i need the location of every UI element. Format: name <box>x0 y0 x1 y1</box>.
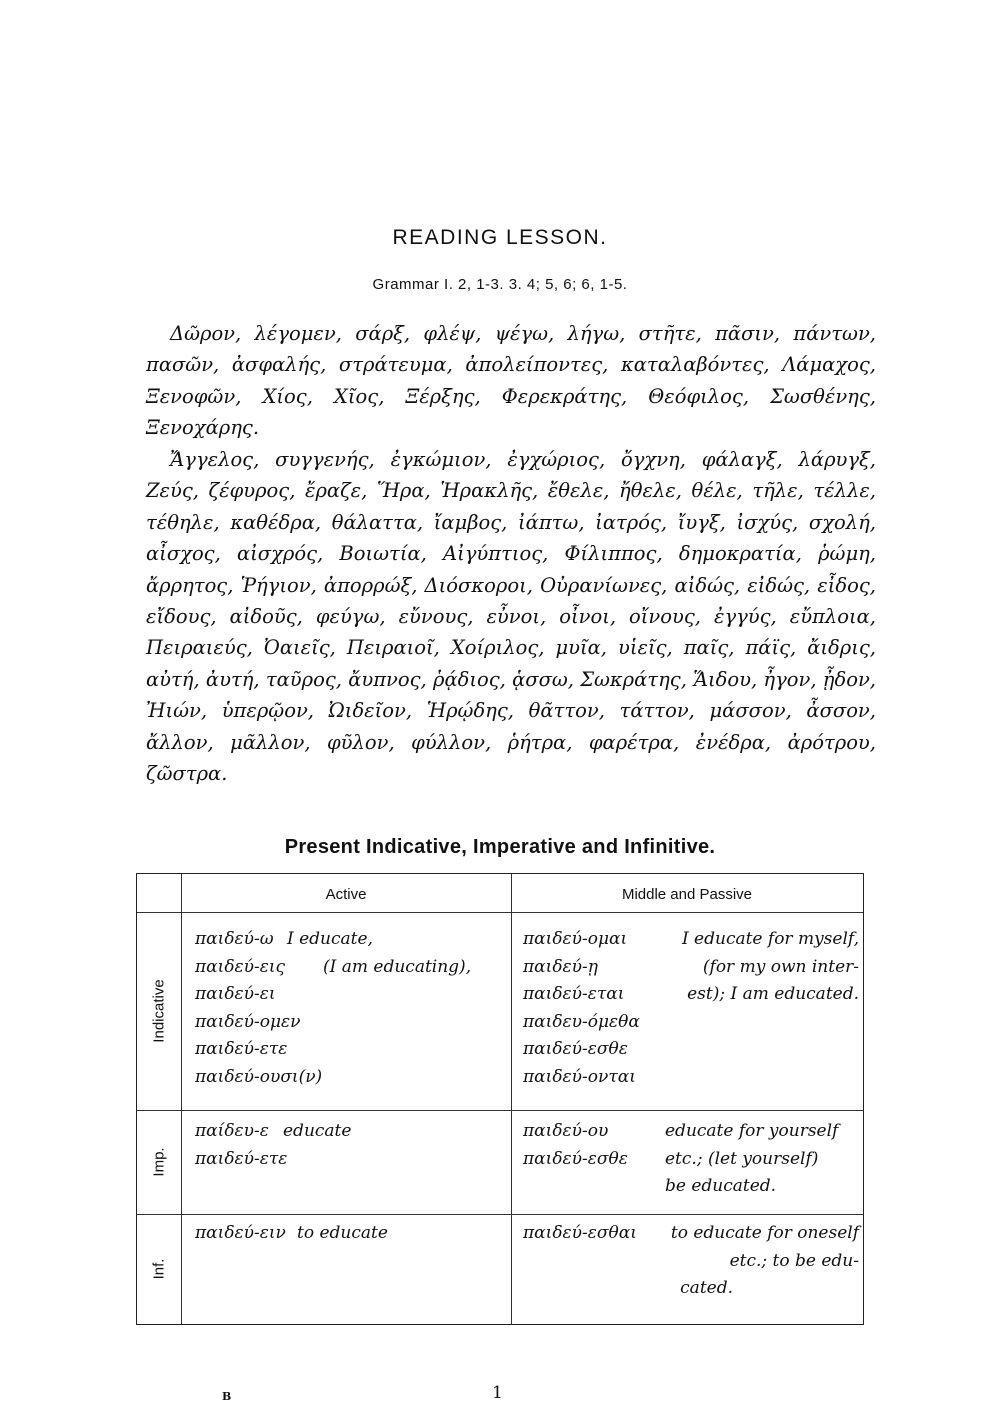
row-label-infinitive: Inf. <box>150 1258 168 1280</box>
gloss-line: etc.; (let yourself) <box>665 1148 819 1169</box>
form: παιδεύ-εις <box>195 956 286 977</box>
form: παιδεύ-ουσι(ν) <box>195 1066 323 1087</box>
form: παιδεύ-ονται <box>523 1066 636 1087</box>
table-divider-label <box>181 874 182 1324</box>
gloss-line: educate for yourself <box>665 1121 839 1141</box>
form: παιδεύ-ομεν <box>195 1011 301 1032</box>
form: παιδεύ-ει <box>195 984 276 1004</box>
form: παιδεύ-εται <box>523 984 625 1004</box>
form: παιδεύ-ου <box>523 1121 609 1141</box>
indicative-active-gloss-2: (I am educating), <box>323 956 472 977</box>
column-header-middle-passive: Middle and Passive <box>621 886 753 903</box>
infinitive-active-form: παιδεύ-ειν <box>195 1223 286 1243</box>
imperative-active-gloss: educate <box>283 1121 352 1141</box>
form: παιδευ-όμεθα <box>523 1011 640 1032</box>
infinitive-middle-form: παιδεύ-εσθαι <box>523 1223 637 1243</box>
form: παιδεύ-ετε <box>195 1039 288 1059</box>
grammar-reference: Grammar I. 2, 1-3. 3. 4; 5, 6; 6, 1-5. <box>372 276 628 293</box>
gloss-line: (for my own inter- <box>702 956 859 977</box>
form: παιδεύ-ω <box>195 929 274 949</box>
form: παιδεύ-ῃ <box>523 956 598 977</box>
row-label-imperative: Imp. <box>150 1147 168 1177</box>
form: παιδεύ-ομαι <box>523 929 628 949</box>
signature-mark: B <box>222 1390 232 1403</box>
imperative-middle-forms <box>523 1118 628 1173</box>
form: παιδεύ-ετε <box>195 1148 288 1169</box>
imperative-middle-gloss <box>665 1118 838 1201</box>
reading-paragraph-2: Ἄγγελος, συγγενής, ἐγκώμιον, ἐγχώριος, ὄγχνη, φάλαγξ, λάρυγξ, Ζεύς, ζέφυρος, ἔραζε, Ἥρα, Ἡρακλῆς, ἔθελε, ἤθελε, θέλε, τῆλε, τέλλε, τέθηλε, καθέδρα, θάλαττα, ἴαμβος, ἰάπτω, ἰατρός, ἴυγξ, ἰσχύς, σχολή, αἶσχος, αἰσχρός, Βοιωτία, Αἰγύπτιος, Φίλιππος, δημοκρατία, ῥώμη, ἄρρητος, Ῥήγιον, ἀπορρώξ, Διόσκοροι, Οὐρανίωνες, αἰδώς, εἰδώς, εἶδος, εἴδους, αἰδοῦς, φεύγω, εὔνους, εὖνοι, οἶνοι, οἴνους, ἐγγύς, εὔπλοια, Πειραιεύς, Ὀαιεῖς, Πειραιοῖ, Χοίριλος, μυῖα, υἱεῖς, παῖς, πάϊς, ἄιδρις, αὐτή, ἀυτή, ταῦρος, ἄυπνος, ῥᾴδιος, ᾁσσω, Σωκράτης, Ἅιδου, ἦγον, ᾖδον, Ἠιών, ὑπερῷον, Ὠιδεῖον, Ἡρῴδης, θᾶττον, τάττον, μάσσον, ἆσσον, ἄλλον, μᾶλλον, φῦλον, φύλλον, ῥήτρα, φαρέτρα, ἐνέδρα, ἀρότρου, ζῶστρα. <box>146 448 876 786</box>
page-number: 1 <box>492 1383 503 1403</box>
form: παίδευ-ε <box>195 1121 269 1141</box>
infinitive-middle-gloss <box>671 1220 859 1303</box>
indicative-active-gloss-1: I educate, <box>287 929 373 949</box>
gloss-line: be educated. <box>665 1176 777 1196</box>
gloss-line: I educate for myself, <box>681 929 859 949</box>
gloss-line: cated. <box>680 1278 733 1298</box>
page-title: READING LESSON. <box>392 226 608 249</box>
row-label-indicative: Indicative <box>150 979 168 1043</box>
table-divider-infinitive <box>137 1214 863 1215</box>
infinitive-active-gloss: to educate <box>297 1223 388 1243</box>
reading-paragraph-1: Δῶρον, λέγομεν, σάρξ, φλέψ, ψέγω, λήγω, στῆτε, πᾶσιν, πάντων, πασῶν, ἀσφαλής, στράτευμα, ἀπολείποντες, καταλαβόντες, Λάμαχος, Ξενοφῶν, Χίος, Χῖος, Ξέρξης, Φερεκράτης, Θεόφιλος, Σωσθένης, Ξενοχάρης. <box>146 322 876 440</box>
gloss-line: etc.; to be edu- <box>729 1250 859 1271</box>
table-divider-voice <box>511 874 512 1324</box>
imperative-active-forms <box>195 1118 287 1173</box>
form: παιδεύ-εσθε <box>523 1039 628 1059</box>
table-divider-header <box>137 912 863 913</box>
indicative-middle-gloss <box>682 926 859 1009</box>
gloss-line: to educate for oneself <box>670 1223 859 1243</box>
table-divider-imperative <box>137 1110 863 1111</box>
column-header-active: Active <box>325 886 367 903</box>
form: παιδεύ-εσθε <box>523 1148 628 1169</box>
indicative-middle-forms <box>523 926 640 1091</box>
gloss-line: est); I am educated. <box>687 984 859 1004</box>
paradigm-table <box>136 873 864 1325</box>
section-heading: Present Indicative, Imperative and Infinitive. <box>284 836 716 858</box>
